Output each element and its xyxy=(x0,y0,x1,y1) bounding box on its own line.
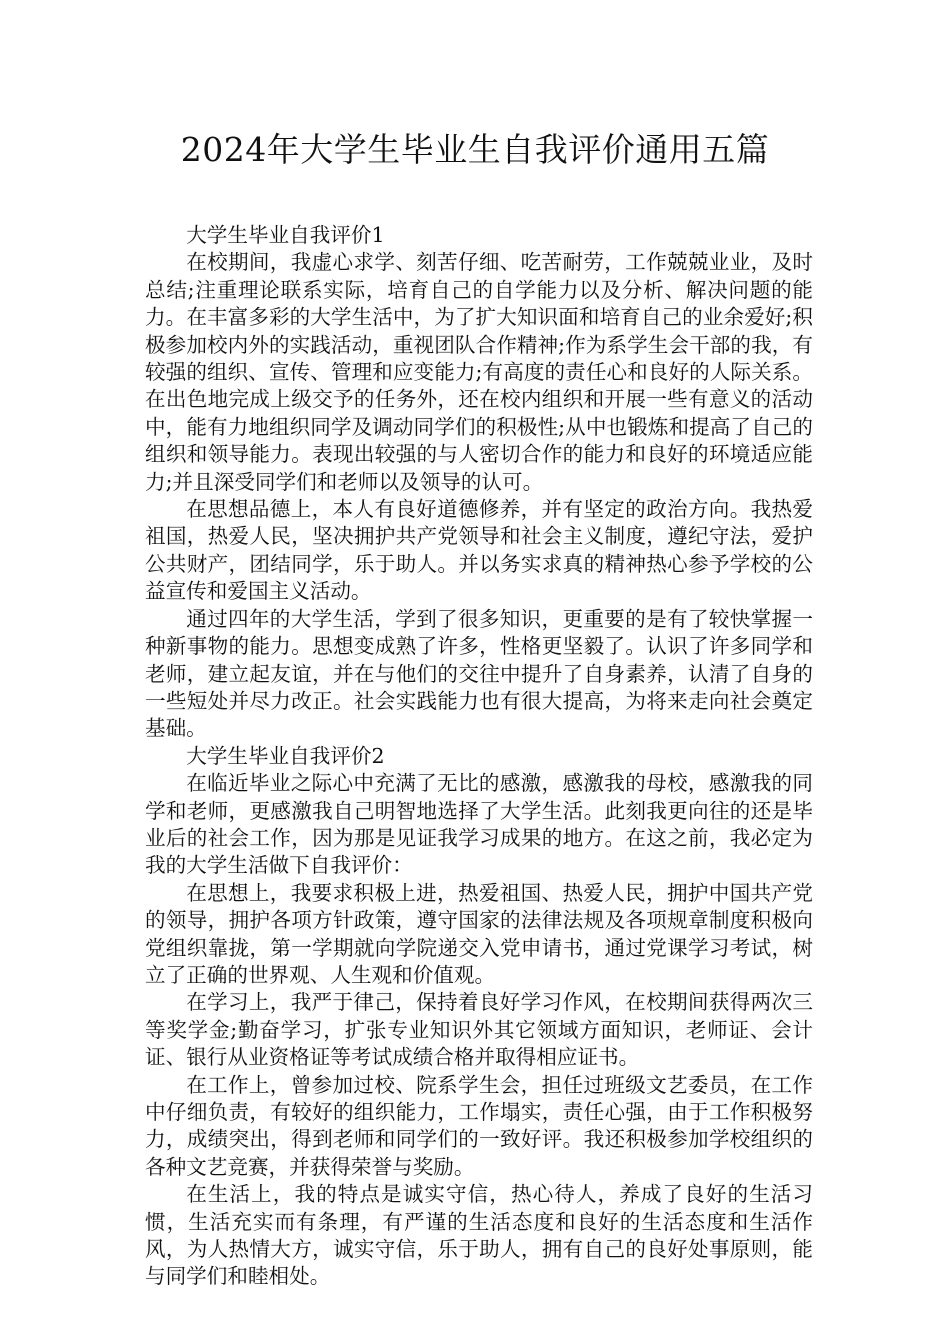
paragraph: 在临近毕业之际心中充满了无比的感激，感激我的母校，感激我的同学和老师，更感激我自己明智地选择了大学生活。此刻我更向往的还是毕业后的社会工作，因为那是见证我学习成果的地方。在这之前，我必定为我的大学生活做下自我评价： xyxy=(145,771,813,878)
paragraph: 在生活上，我的特点是诚实守信，热心待人，养成了良好的生活习惯，生活充实而有条理，有严谨的生活态度和良好的生活态度和生活作风，为人热情大方，诚实守信，乐于助人，拥有自己的良好处事原则，能与同学们和睦相处。 xyxy=(145,1182,813,1289)
section-heading: 大学生毕业自我评价1 xyxy=(186,223,385,247)
paragraph: 在校期间，我虚心求学、刻苦仔细、吃苦耐劳，工作兢兢业业，及时总结;注重理论联系实际，培育自己的自学能力以及分析、解决问题的能力。在丰富多彩的大学生活中，为了扩大知识面和培育自己的业余爱好;积极参加校内外的实践活动，重视团队合作精神;作为系学生会干部的我，有较强的组织、宣传、管理和应变能力;有高度的责任心和良好的人际关系。在出色地完成上级交予的任务外，还在校内组织和开展一些有意义的活动中，能有力地组织同学及调动同学们的积极性;从中也锻炼和提高了自己的组织和领导能力。表现出较强的与人密切合作的能力和良好的环境适应能力;并且深受同学们和老师以及领导的认可。 xyxy=(145,250,813,494)
paragraph: 在学习上，我严于律己，保持着良好学习作风，在校期间获得两次三等奖学金;勤奋学习，扩张专业知识外其它领域方面知识，老师证、会计证、银行从业资格证等考试成绩合格并取得相应证书。 xyxy=(145,990,813,1070)
paragraph: 在思想品德上，本人有良好道德修养，并有坚定的政治方向。我热爱祖国，热爱人民，坚决拥护共产党领导和社会主义制度，遵纪守法，爱护公共财产，团结同学，乐于助人。并以务实求真的精神热心参予学校的公益宣传和爱国主义活动。 xyxy=(145,497,813,604)
section-heading: 大学生毕业自我评价2 xyxy=(186,743,385,768)
section-1 xyxy=(145,222,813,743)
paragraph: 通过四年的大学生活，学到了很多知识，更重要的是有了较快掌握一种新事物的能力。思想变成熟了许多，性格更坚毅了。认识了许多同学和老师，建立起友谊，并在与他们的交往中提升了自身素养，认清了自身的一些短处并尽力改正。社会实践能力也有很大提高，为将来走向社会奠定基础。 xyxy=(145,606,813,741)
paragraph: 在工作上，曾参加过校、院系学生会，担任过班级文艺委员，在工作中仔细负责，有较好的组织能力，工作塌实，责任心强，由于工作积极努力，成绩突出，得到老师和同学们的一致好评。我还积极参加学校组织的各种文艺竞赛，并获得荣誉与奖励。 xyxy=(145,1072,813,1179)
document-body xyxy=(145,222,813,1291)
section-2 xyxy=(145,743,813,1291)
document-title: 2024年大学生毕业生自我评价通用五篇 xyxy=(180,130,770,169)
paragraph: 在思想上，我要求积极上进，热爱祖国、热爱人民，拥护中国共产党的领导，拥护各项方针政策，遵守国家的法律法规及各项规章制度积极向党组织靠拢，第一学期就向学院递交入党申请书，通过党课学习考试，树立了正确的世界观、人生观和价值观。 xyxy=(145,880,813,987)
